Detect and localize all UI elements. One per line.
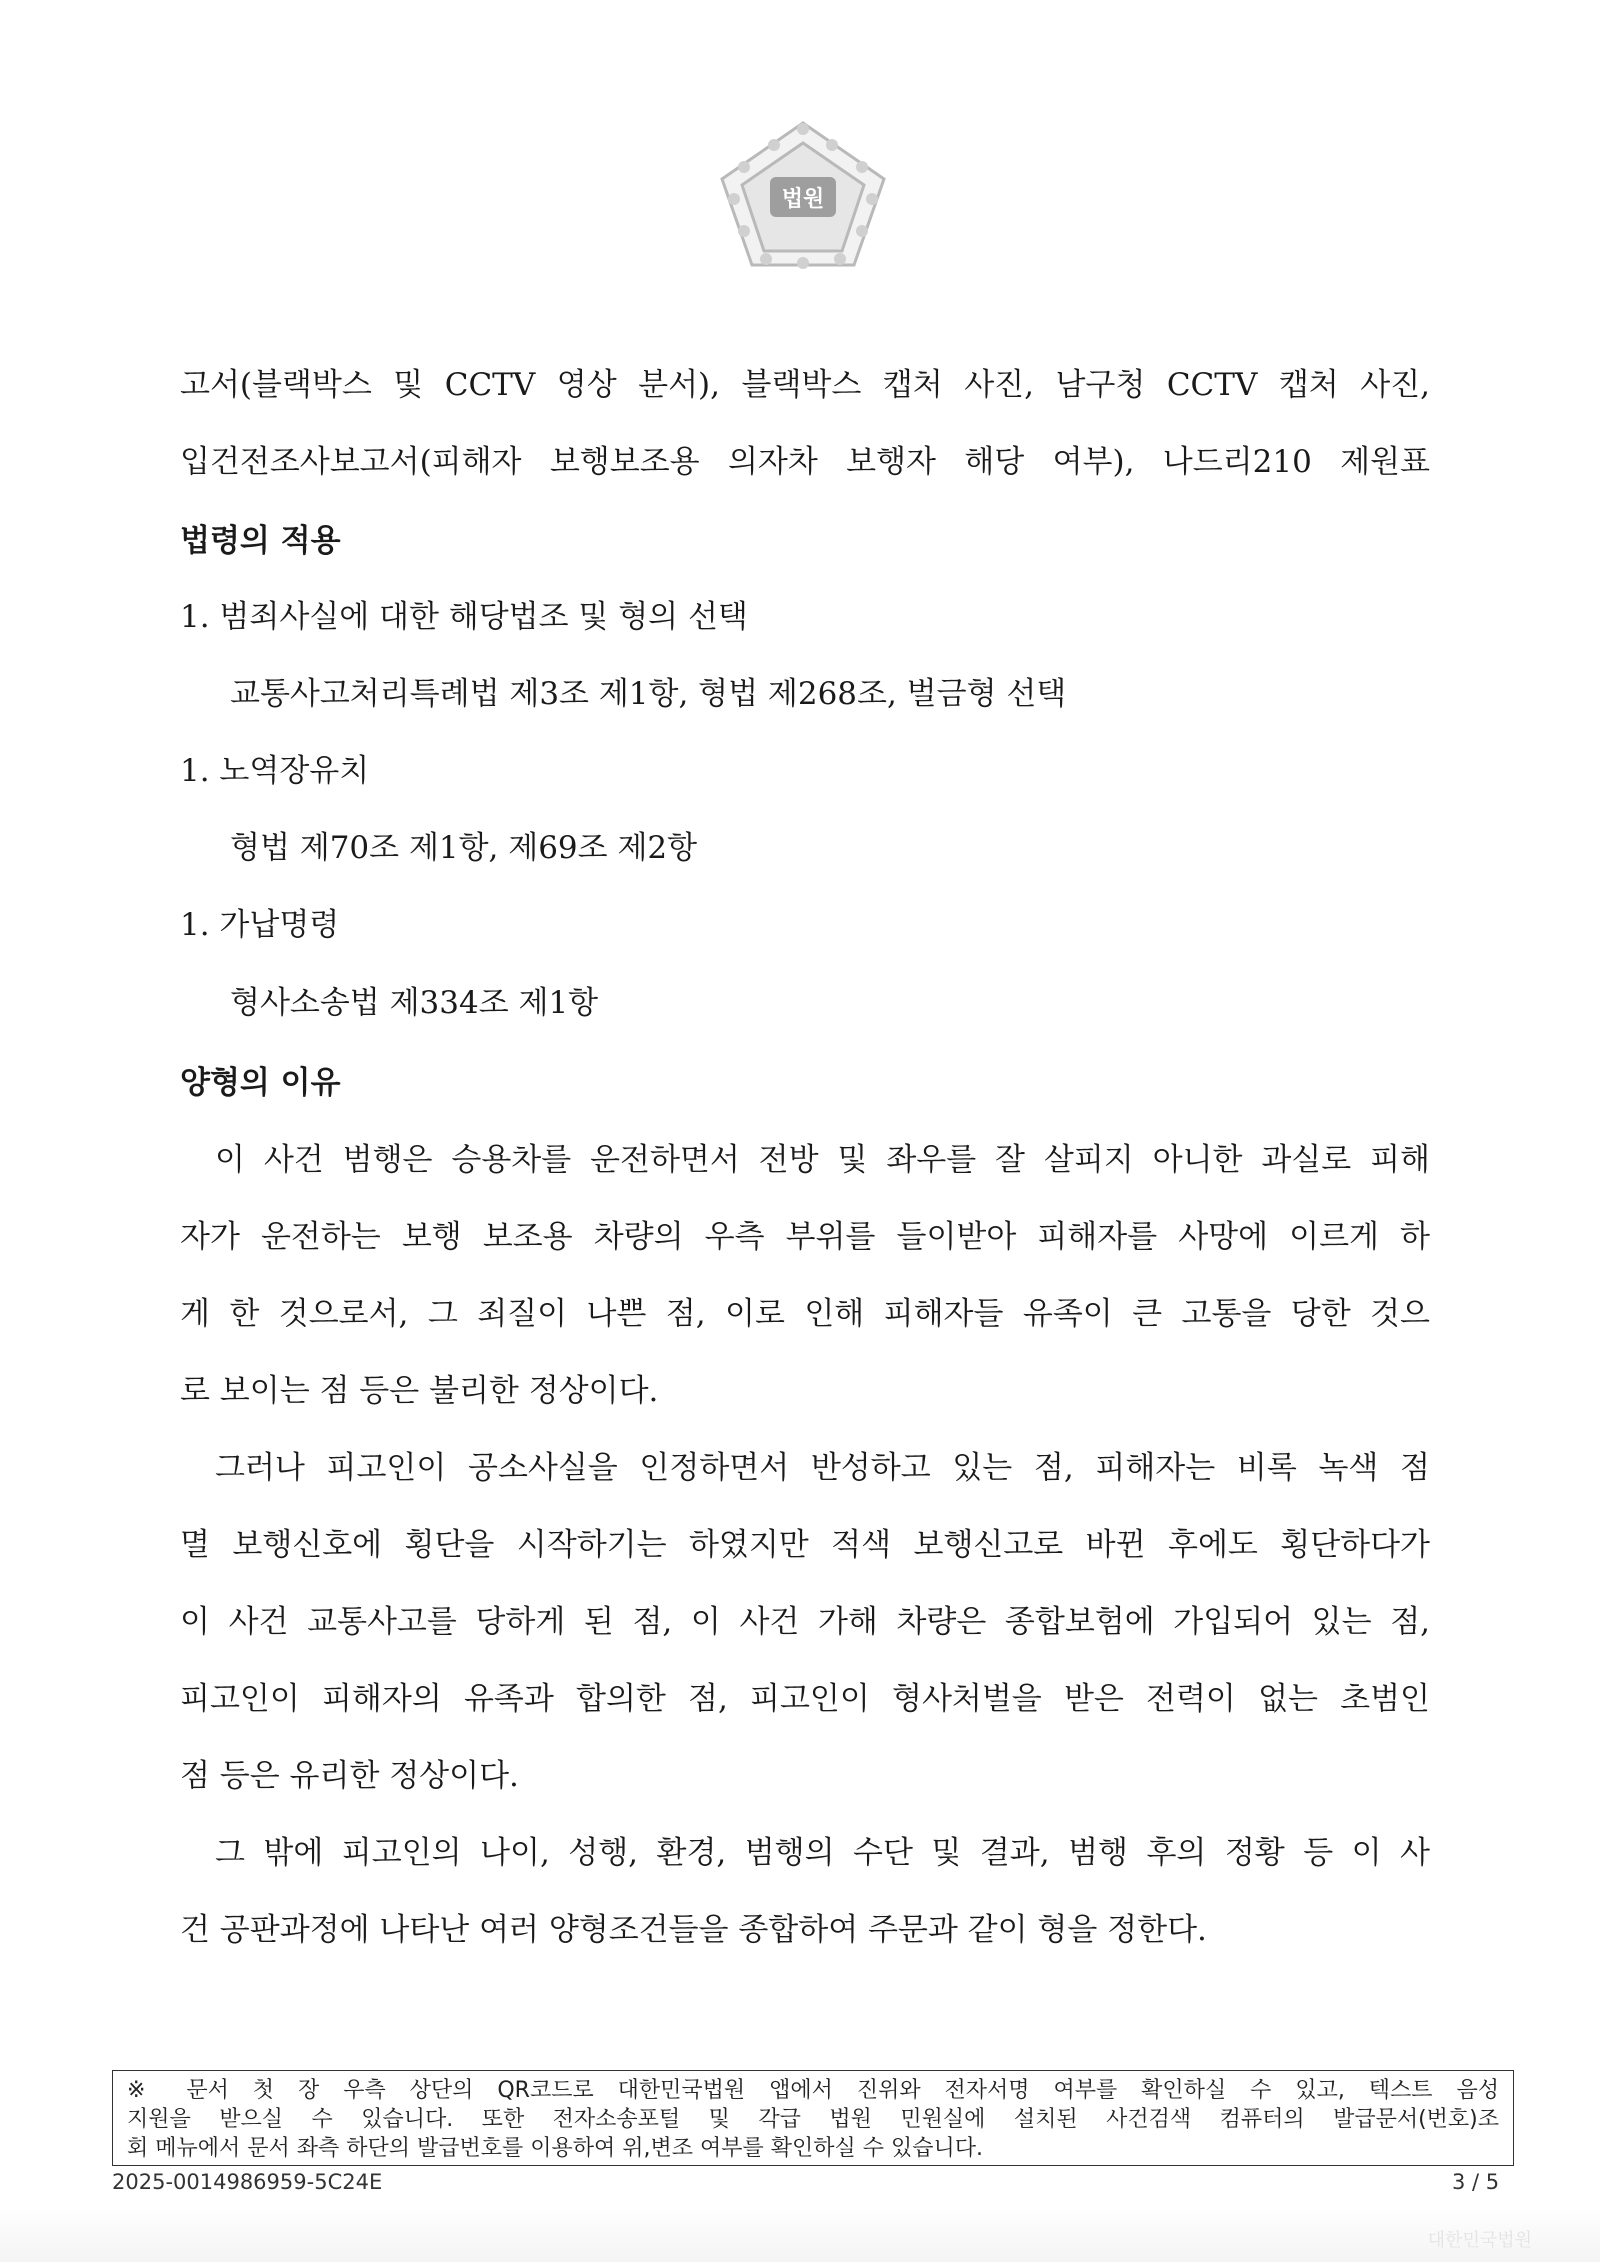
law-item-2-title: 1. 노역장유치 bbox=[180, 753, 370, 789]
paragraph-line: 피고인이 피해자의 유족과 합의한 점, 피고인이 형사처벌을 받은 전력이 없는 초범인 bbox=[180, 1681, 1430, 1717]
paragraph-line: 자가 운전하는 보행 보조용 차량의 우측 부위를 들이받아 피해자를 사망에 이르게 하 bbox=[180, 1219, 1430, 1255]
paragraph-line: 그러나 피고인이 공소사실을 인정하면서 반성하고 있는 점, 피해자는 비록 녹색 점 bbox=[215, 1450, 1430, 1486]
paragraph-line: 게 한 것으로서, 그 죄질이 나쁜 점, 이로 인해 피해자들 유족이 큰 고통을 당한 것으 bbox=[180, 1296, 1430, 1332]
section-heading-law: 법령의 적용 bbox=[180, 523, 341, 559]
section-heading-sentencing: 양형의 이유 bbox=[180, 1065, 341, 1101]
footer-band bbox=[0, 2205, 1600, 2262]
notice-line: 회 메뉴에서 문서 좌측 하단의 발급번호를 이용하여 위,변조 여부를 확인하실 수 있습니다. bbox=[127, 2136, 983, 2161]
notice-line: ※ 문서 첫 장 우측 상단의 QR코드로 대한민국법원 앱에서 진위와 전자서명 여부를 확인하실 수 있고, 텍스트 음성 bbox=[127, 2078, 1499, 2103]
paragraph-line: 멸 보행신호에 횡단을 시작하기는 하였지만 적색 보행신고로 바뀐 후에도 횡단하다가 bbox=[180, 1527, 1430, 1563]
law-item-1-title: 1. 범죄사실에 대한 해당법조 및 형의 선택 bbox=[180, 599, 748, 635]
body-line-1: 고서(블랙박스 및 CCTV 영상 분서), 블랙박스 캡처 사진, 남구청 CCTV 캡처 사진, bbox=[180, 367, 1430, 403]
law-item-1-body: 교통사고처리특례법 제3조 제1항, 형법 제268조, 벌금형 선택 bbox=[230, 676, 1067, 712]
law-item-3-body: 형사소송법 제334조 제1항 bbox=[230, 985, 599, 1021]
body-line-2: 입건전조사보고서(피해자 보행보조용 의자차 보행자 해당 여부), 나드리210 제원표 bbox=[180, 444, 1430, 480]
court-seal-text: 법원 bbox=[781, 187, 825, 212]
law-item-3-title: 1. 가납명령 bbox=[180, 907, 340, 943]
paragraph-line: 이 사건 범행은 승용차를 운전하면서 전방 및 좌우를 잘 살피지 아니한 과실로 피해 bbox=[215, 1142, 1430, 1178]
page-number: 3 / 5 bbox=[1452, 2170, 1500, 2194]
law-item-2-body: 형법 제70조 제1항, 제69조 제2항 bbox=[230, 830, 698, 866]
verification-notice-box bbox=[112, 2070, 1514, 2166]
paragraph-line: 로 보이는 점 등은 불리한 정상이다. bbox=[180, 1373, 659, 1409]
court-seal-emblem bbox=[712, 115, 894, 273]
paragraph-line: 점 등은 유리한 정상이다. bbox=[180, 1758, 519, 1794]
paragraph-line: 그 밖에 피고인의 나이, 성행, 환경, 범행의 수단 및 결과, 범행 후의 정황 등 이 사 bbox=[215, 1835, 1430, 1871]
notice-line: 지원을 받으실 수 있습니다. 또한 전자소송포털 및 각급 법원 민원실에 설치된 사건검색 컴퓨터의 발급문서(번호)조 bbox=[127, 2107, 1499, 2132]
issue-number: 2025-0014986959-5C24E bbox=[112, 2170, 383, 2194]
paragraph-line: 건 공판과정에 나타난 여러 양형조건들을 종합하여 주문과 같이 형을 정한다. bbox=[180, 1912, 1207, 1948]
court-watermark: 대한민국법원 bbox=[1427, 2230, 1532, 2251]
paragraph-line: 이 사건 교통사고를 당하게 된 점, 이 사건 가해 차량은 종합보험에 가입되어 있는 점, bbox=[180, 1604, 1430, 1640]
